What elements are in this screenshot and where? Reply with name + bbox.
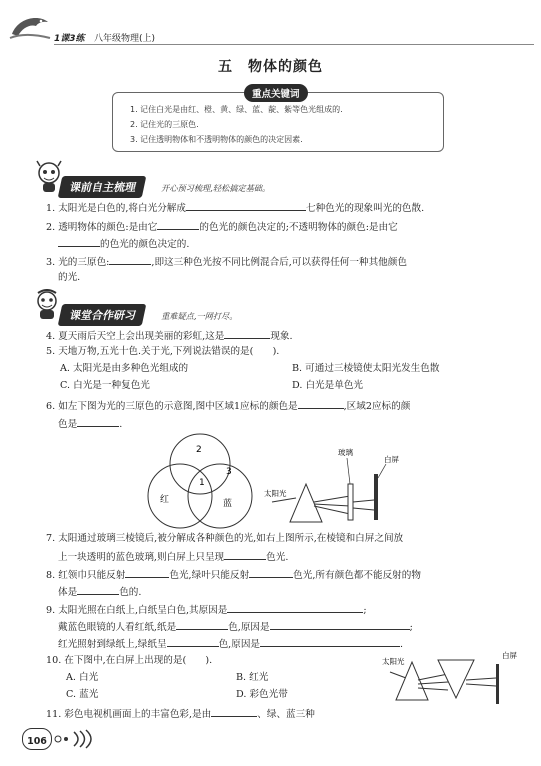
figure-two-prisms	[378, 648, 528, 708]
header-logo	[8, 12, 52, 42]
key-point-2: 2. 记住光的三原色.	[130, 120, 199, 129]
answer-blank[interactable]	[109, 254, 151, 265]
option-5d[interactable]: D. 白光是单色光	[292, 380, 364, 391]
label-screen: 白屏	[384, 455, 399, 464]
figure-three-primary-colors	[136, 430, 266, 532]
question-10: 10. 在下图中,在白屏上出现的是( ).	[46, 655, 213, 666]
answer-blank[interactable]	[224, 549, 266, 560]
question-2-cont: 的色光的颜色决定的.	[58, 236, 189, 251]
option-5b[interactable]: B. 可通过三棱镜使太阳光发生色散	[292, 363, 440, 374]
header-rule	[54, 44, 534, 45]
answer-blank[interactable]	[298, 398, 344, 409]
question-9-line2: 戴蓝色眼镜的人看红纸,纸是 色,原因是 ;	[58, 619, 413, 634]
page-title: 五 物体的颜色	[218, 59, 323, 75]
page-number: 106	[27, 736, 47, 747]
answer-blank[interactable]	[58, 236, 100, 247]
question-3-cont: 的光.	[58, 272, 81, 283]
answer-blank[interactable]	[186, 200, 306, 211]
question-8-cont: 体是 色的.	[58, 584, 141, 599]
answer-blank[interactable]	[211, 706, 257, 717]
footer-decoration	[52, 728, 98, 750]
answer-blank[interactable]	[249, 567, 293, 578]
double-prism-diagram	[378, 648, 528, 708]
venn-label-red: 红	[160, 495, 170, 505]
venn-label-3: 3	[226, 467, 232, 477]
answer-blank[interactable]	[270, 619, 410, 630]
label-glass: 玻璃	[338, 448, 353, 457]
option-10d[interactable]: D. 彩色光带	[236, 689, 288, 700]
venn-diagram	[136, 430, 266, 532]
section2-subtitle: 重难疑点,一网打尽。	[161, 311, 238, 321]
key-point-3: 3. 记住透明物体和不透明物体的颜色的决定因素.	[130, 135, 303, 144]
answer-blank[interactable]	[224, 328, 270, 339]
section1-header	[60, 176, 270, 198]
prism-diagram	[262, 444, 412, 526]
venn-label-2: 2	[196, 445, 202, 455]
option-5a[interactable]: A. 太阳光是由多种色光组成的	[60, 363, 189, 374]
question-2: 2. 透明物体的颜色:是由它 的色光的颜色决定的;不透明物体的颜色:是由它	[46, 219, 398, 234]
label-sunlight: 太阳光	[382, 657, 405, 666]
footer-ornament-icon	[52, 728, 98, 750]
question-4: 4. 夏天雨后天空上会出现美丽的彩虹,这是 现象.	[46, 328, 293, 343]
answer-blank[interactable]	[176, 619, 228, 630]
mascot-icon	[32, 289, 62, 321]
header-series: 1课3练	[54, 34, 85, 44]
dolphin-logo-icon	[8, 12, 52, 42]
key-point-1: 1. 记住白光是由红、橙、黄、绿、蓝、靛、紫等色光组成的.	[130, 105, 343, 114]
section1-title: 课前自主梳理	[58, 176, 147, 198]
question-8: 8. 红领巾只能反射 色光,绿叶只能反射 色光,所有颜色都不能反射的物	[46, 567, 421, 582]
question-7: 7. 太阳通过玻璃三棱镜后,被分解成各种颜色的光,如右上图所示,在棱镜和白屏之间放	[46, 533, 404, 544]
answer-blank[interactable]	[157, 219, 199, 230]
page-number-badge	[22, 728, 52, 750]
section2-header	[60, 304, 237, 326]
section2-title: 课堂合作研习	[58, 304, 147, 326]
question-6: 6. 如左下图为光的三原色的示意图,图中区域1应标的颜色是 ,区域2应标的颜	[46, 398, 410, 413]
answer-blank[interactable]	[77, 416, 119, 427]
figure-prism-glass-screen	[262, 444, 412, 526]
question-7-cont: 上一块透明的蓝色玻璃,则白屏上只呈现 色光.	[58, 549, 288, 564]
question-9: 9. 太阳光照在白纸上,白纸呈白色,其原因是 ;	[46, 602, 367, 617]
key-points-label: 重点关键词	[244, 84, 308, 102]
answer-blank[interactable]	[260, 636, 400, 647]
option-10b[interactable]: B. 红光	[236, 672, 269, 683]
question-9-line3: 红光照射到绿纸上,绿纸呈 色,原因是 .	[58, 636, 403, 651]
label-sunlight: 太阳光	[264, 489, 287, 498]
header-book: 八年级物理(上)	[94, 34, 156, 44]
section1-subtitle: 开心预习梳理,轻松搞定基础。	[161, 183, 271, 193]
question-3: 3. 光的三原色: ,即这三种色光按不同比例混合后,可以获得任何一种其他颜色	[46, 254, 407, 269]
venn-label-1: 1	[199, 478, 205, 488]
question-1: 1. 太阳光是白色的,将白光分解成 七种色光的现象叫光的色散.	[46, 200, 424, 215]
option-10c[interactable]: C. 蓝光	[66, 689, 99, 700]
question-6-cont: 色是 .	[58, 416, 122, 431]
answer-blank[interactable]	[125, 567, 169, 578]
section2-mascot	[32, 289, 62, 321]
answer-blank[interactable]	[77, 584, 119, 595]
answer-blank[interactable]	[167, 636, 219, 647]
question-5: 5. 天地万物,五光十色.关于光,下列说法错误的是( ).	[46, 346, 280, 357]
answer-blank[interactable]	[227, 602, 363, 613]
label-screen: 白屏	[502, 651, 517, 660]
question-11: 11. 彩色电视机画面上的丰富色彩,是由 、绿、蓝三种	[46, 706, 315, 721]
venn-label-blue: 蓝	[223, 499, 233, 509]
option-10a[interactable]: A. 白光	[66, 672, 99, 683]
option-5c[interactable]: C. 白光是一种复色光	[60, 380, 150, 391]
